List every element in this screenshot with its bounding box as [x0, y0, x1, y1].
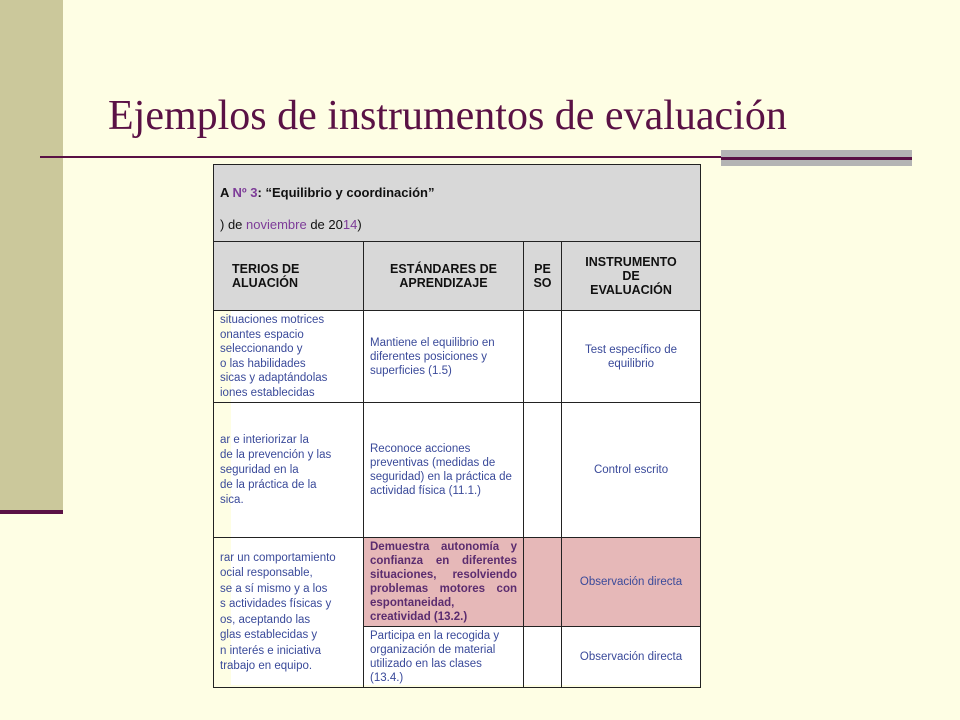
caption-line-1 — [220, 186, 694, 200]
evaluation-table — [213, 164, 701, 688]
instrumento-cell-highlighted: Observación directa — [562, 538, 701, 627]
instrumento-cell: Test específico de equilibrio — [562, 311, 701, 403]
estandar-cell: Mantiene el equilibrio en diferentes posiciones y superficies (1.5) — [364, 311, 524, 403]
slide-title: Ejemplos de instrumentos de evaluación — [108, 93, 787, 139]
caption-year: 14 — [342, 216, 358, 232]
caption-date-a: ) de — [220, 216, 247, 232]
estandar-cell-highlighted: Demuestra autonomía y confianza en diferentes situaciones, resolviendo problemas motores con espontaneidad, creatividad (13.2.) — [364, 538, 524, 627]
table-row — [214, 538, 701, 627]
peso-cell — [524, 538, 562, 627]
caption-date-b: de 20 — [306, 216, 343, 232]
header-criterios: TERIOS DE ALUACIÓN — [214, 242, 364, 311]
table-caption — [214, 165, 701, 242]
peso-cell — [524, 627, 562, 688]
criterio-cell: rar un comportamiento ocial responsable, se a sí mismo y a los s actividades físicas y os, aceptando las glas establecidas y n interés e iniciativa trabajo en equipo. — [214, 538, 364, 688]
table-row — [214, 403, 701, 538]
caption-title: : “Equilibrio y coordinación” — [257, 184, 435, 200]
caption-prefix: A — [220, 184, 233, 200]
header-peso: PE SO — [524, 242, 562, 311]
caption-date-c: ) — [357, 216, 362, 232]
criterio-cell: situaciones motrices onantes espacio seleccionando y o las habilidades sicas y adaptándolas iones establecidas — [214, 311, 364, 403]
instrumento-cell: Observación directa — [562, 627, 701, 688]
estandar-cell: Participa en la recogida y organización de material utilizado en las clases (13.4.) — [364, 627, 524, 688]
table-header-row — [214, 242, 701, 311]
caption-month: noviembre — [246, 216, 307, 232]
header-instrumento: INSTRUMENTO DE EVALUACIÓN — [562, 242, 701, 311]
side-accent-bar — [0, 0, 63, 510]
evaluation-table-image — [220, 164, 700, 685]
side-accent-underline — [0, 510, 63, 514]
table-caption-row — [214, 165, 701, 242]
table-row — [214, 311, 701, 403]
caption-line-2 — [220, 218, 694, 232]
peso-cell — [524, 311, 562, 403]
header-estandares: ESTÁNDARES DE APRENDIZAJE — [364, 242, 524, 311]
peso-cell — [524, 403, 562, 538]
estandar-cell: Reconoce acciones preventivas (medidas de seguridad) en la práctica de actividad física (11.1.) — [364, 403, 524, 538]
caption-number: Nº 3 — [232, 184, 258, 200]
instrumento-cell: Control escrito — [562, 403, 701, 538]
title-accent-line — [721, 157, 912, 160]
criterio-cell: ar e interiorizar la de la prevención y las seguridad en la de la práctica de la sica. — [214, 403, 364, 538]
